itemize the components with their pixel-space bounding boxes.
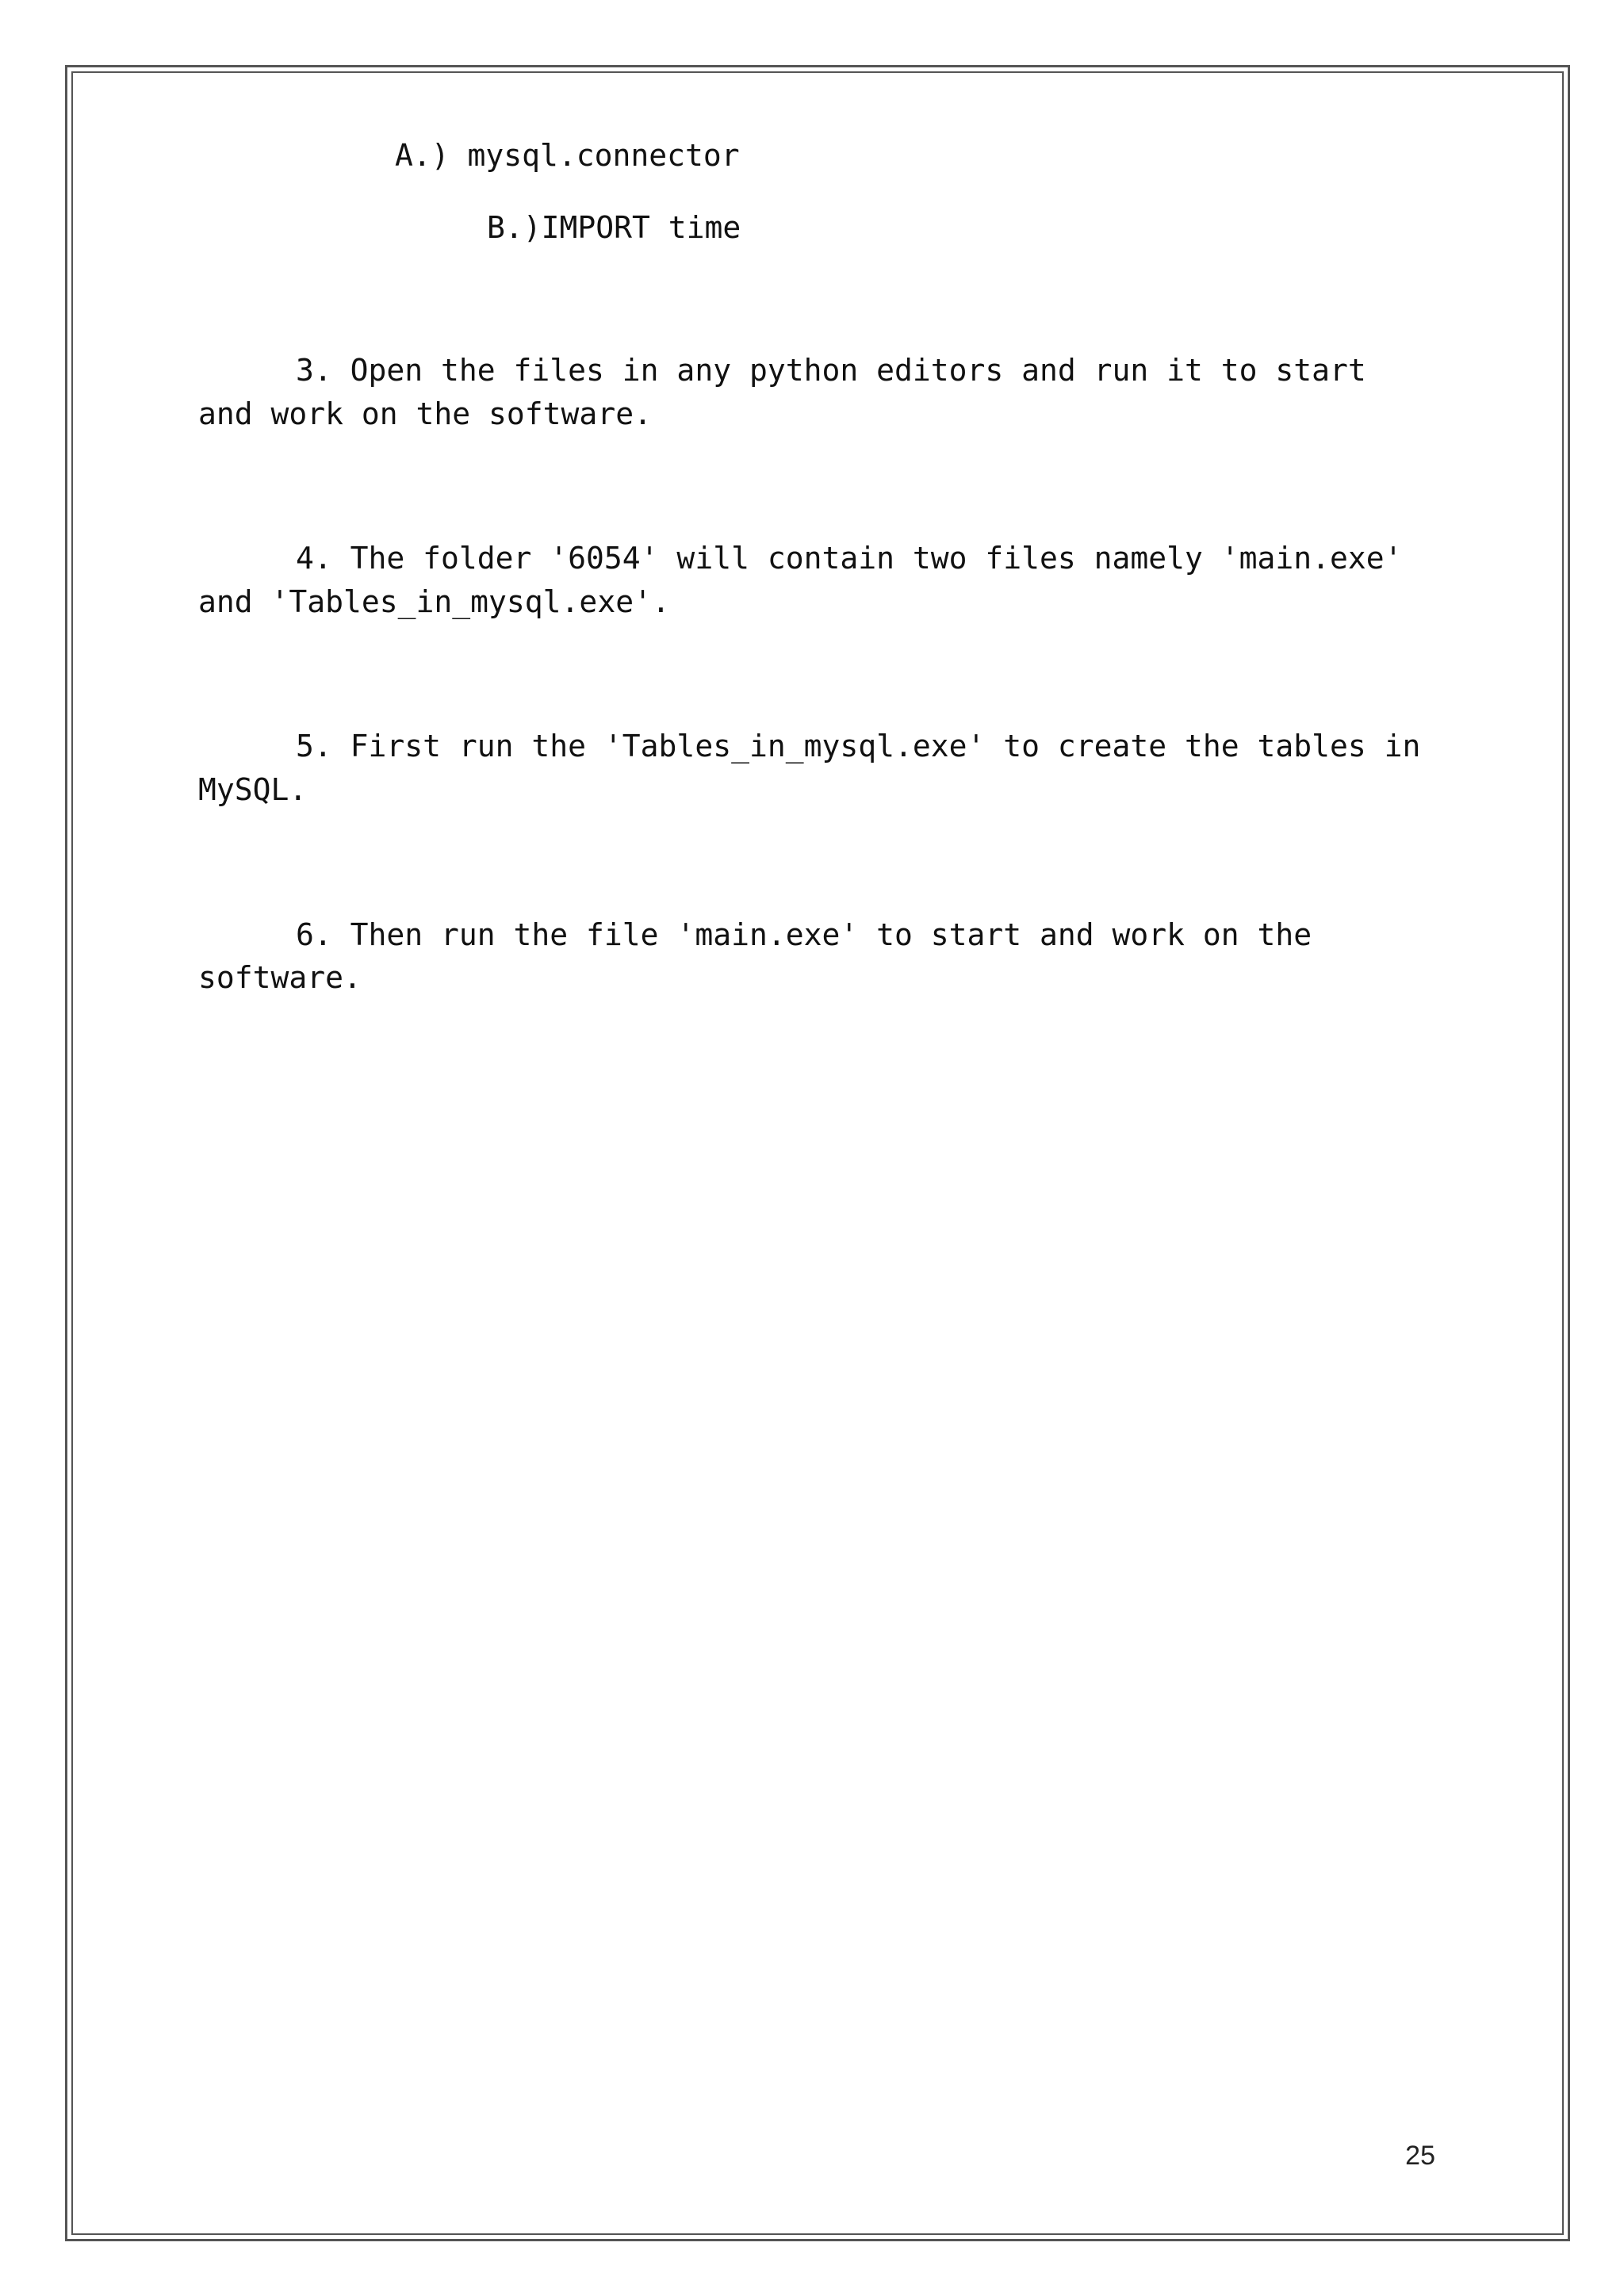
step-6-line-1: 6. Then run the file 'main.exe' to start and work on the (296, 917, 1312, 952)
step-3-line-1: 3. Open the files in any python editors and run it to start (296, 353, 1366, 388)
step-5-line-2: MySQL. (198, 772, 308, 807)
step-5-line-1: 5. First run the 'Tables_in_mysql.exe' to create the tables in (296, 729, 1421, 763)
step-4-line-1: 4. The folder '6054' will contain two files namely 'main.exe' (296, 541, 1403, 576)
sub-item-a: A.) mysql.connector (395, 138, 740, 173)
step-3-line-2: and work on the software. (198, 396, 652, 431)
sub-item-b: B.)IMPORT time (487, 210, 741, 245)
step-4-line-2: and 'Tables_in_mysql.exe'. (198, 584, 670, 619)
page-number: 25 (1405, 2141, 1435, 2171)
step-6-line-2: software. (198, 960, 362, 995)
